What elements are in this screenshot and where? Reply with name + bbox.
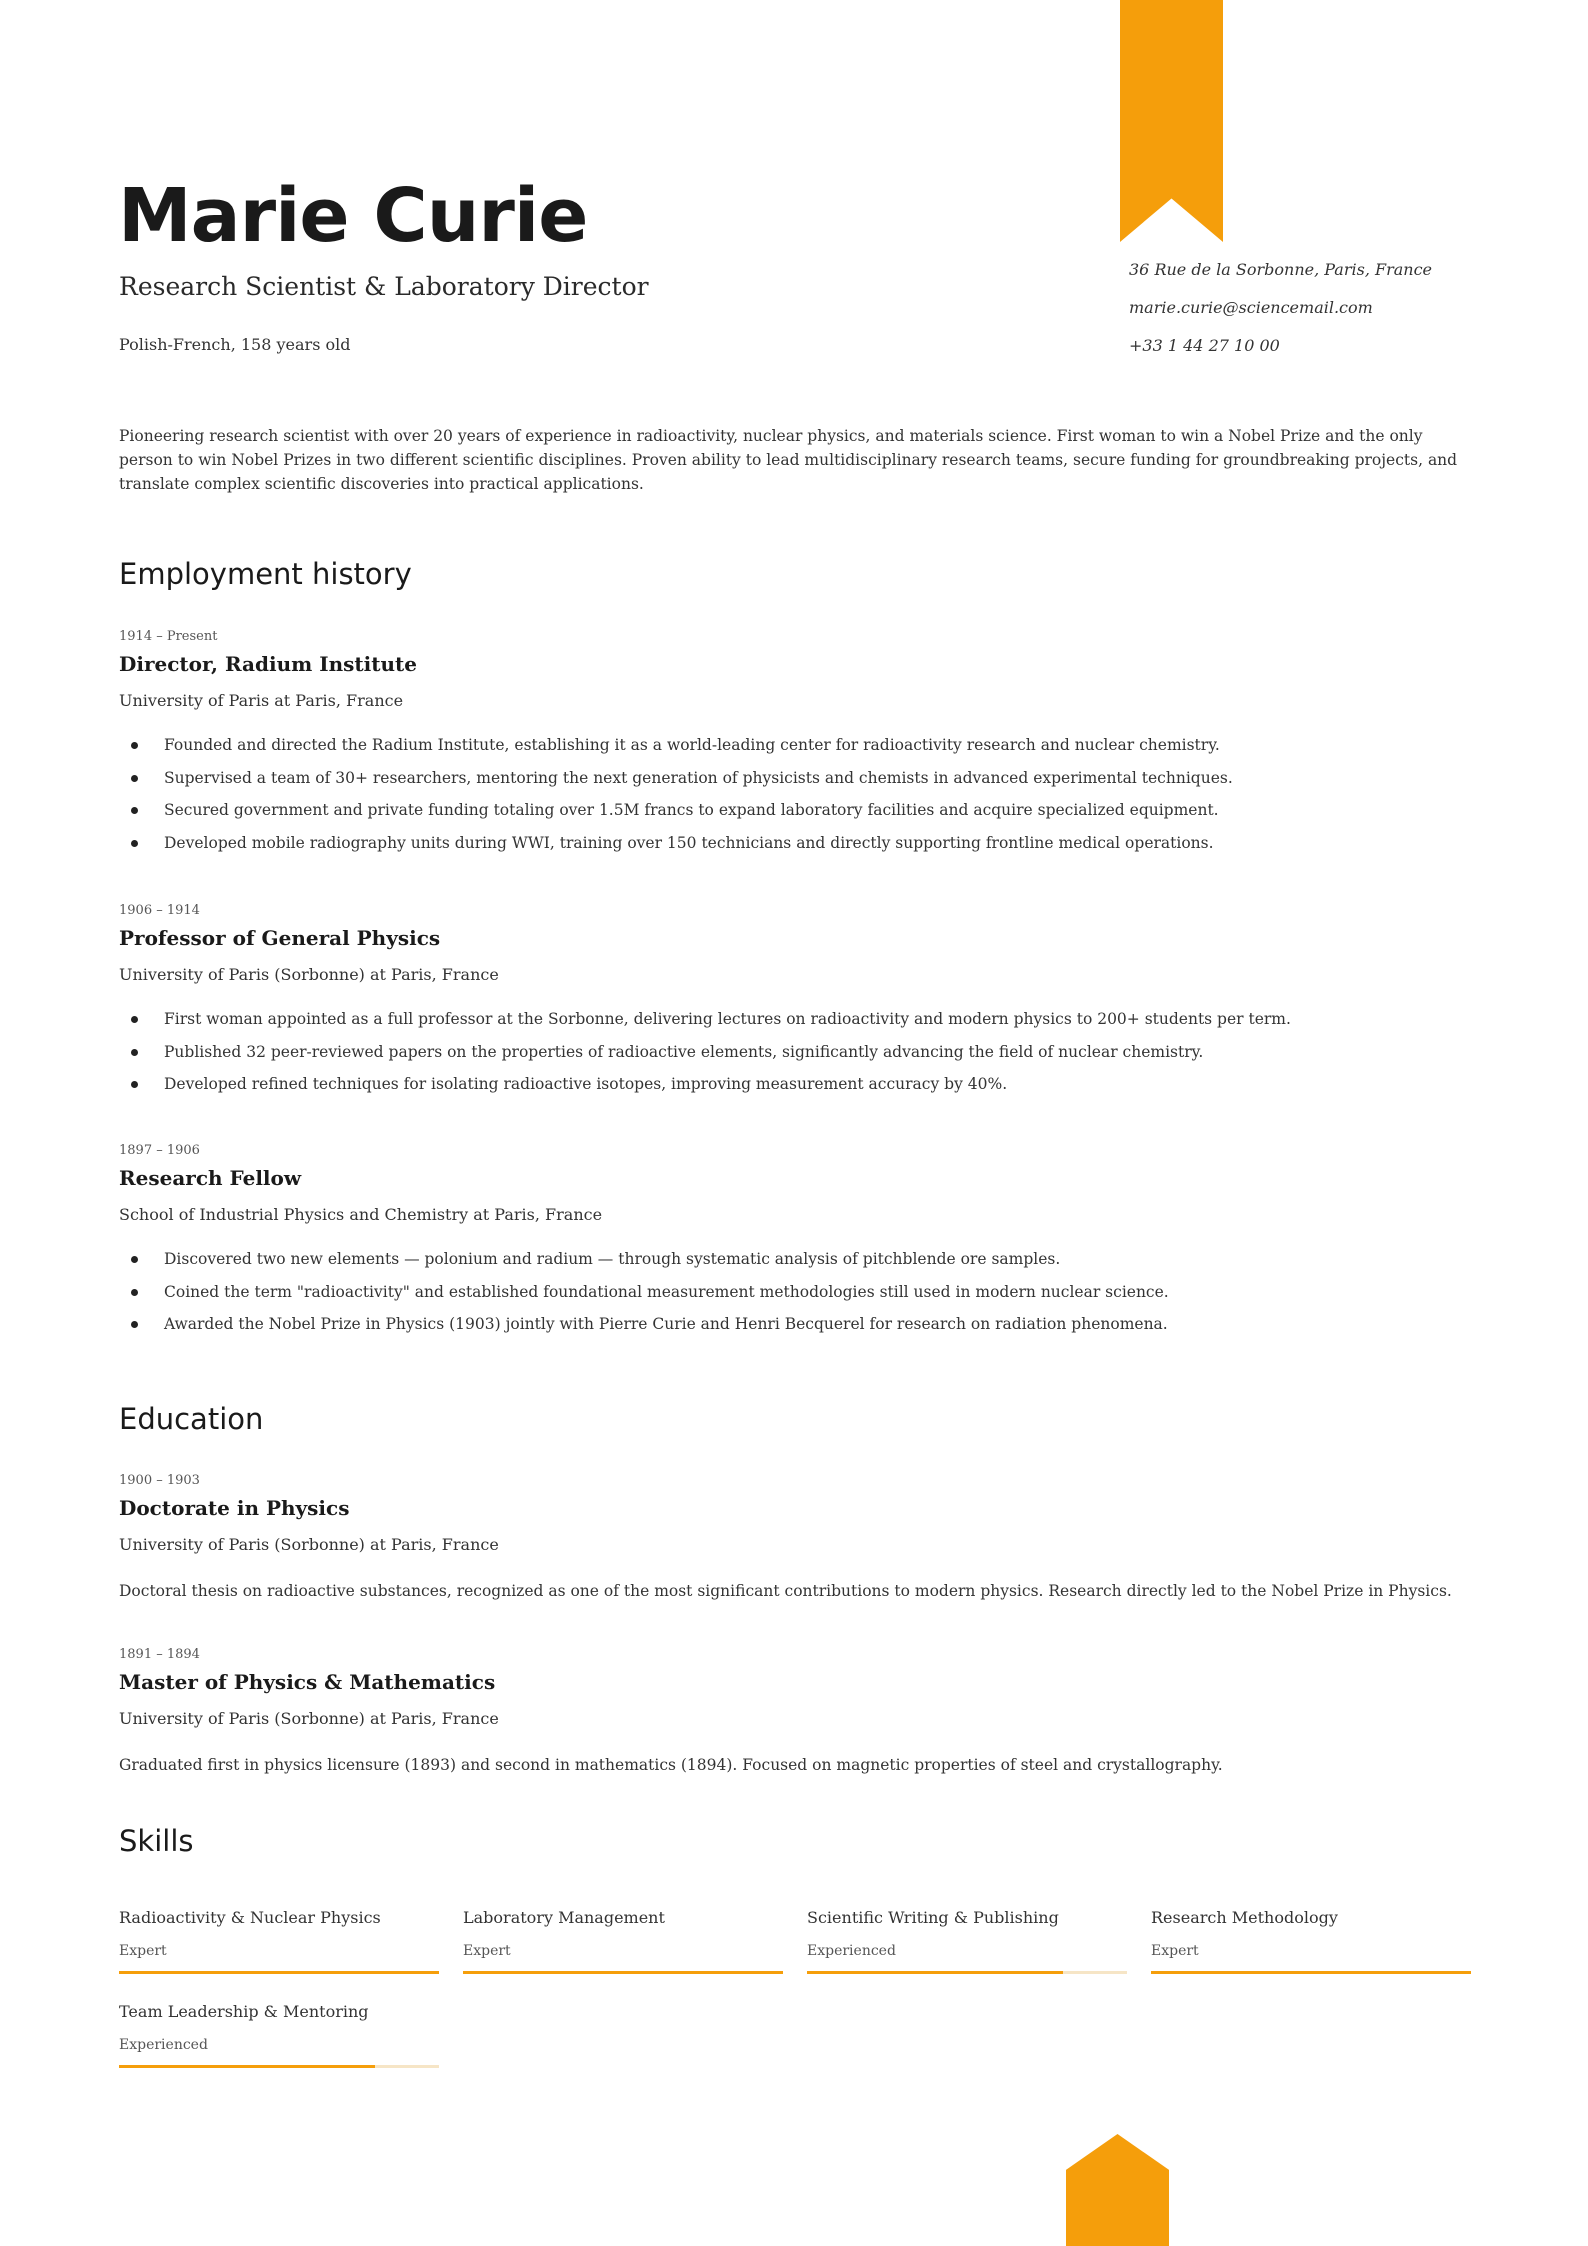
- skill-progress-fill: [119, 1971, 439, 1974]
- bookmark-ribbon-decoration: [1120, 0, 1223, 242]
- skill-progress-fill: [463, 1971, 783, 1974]
- skill-level: Expert: [1151, 1943, 1199, 1959]
- skill-name: Research Methodology: [1151, 1908, 1338, 1927]
- entry-achievements: [119, 1007, 1499, 1105]
- skill-level: Expert: [463, 1943, 511, 1959]
- skill-progress-fill: [807, 1971, 1063, 1974]
- skill-name: Team Leadership & Mentoring: [119, 2002, 369, 2021]
- skill-progress-bar: [119, 1971, 439, 1974]
- job-title: Research Scientist & Laboratory Director: [119, 272, 649, 301]
- entry-date: 1914 – Present: [119, 629, 218, 644]
- entry-organization: University of Paris (Sorbonne) at Paris, France: [119, 1535, 499, 1554]
- entry-organization: University of Paris (Sorbonne) at Paris, France: [119, 1709, 499, 1728]
- achievement-item: Awarded the Nobel Prize in Physics (1903) jointly with Pierre Curie and Henri Becquerel for research on radiation phenomena.: [119, 1312, 1499, 1345]
- skill-item: [463, 1906, 783, 1974]
- entry-organization: School of Industrial Physics and Chemistry at Paris, France: [119, 1205, 603, 1224]
- achievement-item: Developed refined techniques for isolating radioactive isotopes, improving measurement accuracy by 40%.: [119, 1072, 1499, 1105]
- achievement-item: Supervised a team of 30+ researchers, mentoring the next generation of physicists and chemists in advanced experimental techniques.: [119, 766, 1499, 799]
- entry-date: 1900 – 1903: [119, 1473, 200, 1488]
- education-heading: Education: [119, 1402, 264, 1436]
- achievement-item: First woman appointed as a full professor at the Sorbonne, delivering lectures on radioactivity and modern physics to 200+ students per term.: [119, 1007, 1499, 1040]
- employment-entry: [119, 1141, 1499, 1345]
- entry-title: Director, Radium Institute: [119, 652, 417, 676]
- entry-achievements: [119, 1247, 1499, 1345]
- skill-progress-bar: [463, 1971, 783, 1974]
- skill-item: [119, 2000, 439, 2068]
- entry-title: Research Fellow: [119, 1166, 302, 1190]
- skills-heading: Skills: [119, 1824, 194, 1858]
- skill-name: Scientific Writing & Publishing: [807, 1908, 1059, 1927]
- skill-item: [119, 1906, 439, 1974]
- entry-date: 1891 – 1894: [119, 1647, 200, 1662]
- candidate-name: Marie Curie: [118, 173, 588, 259]
- employment-entry: [119, 901, 1499, 1105]
- skill-progress-bar: [807, 1971, 1127, 1974]
- education-entry: [119, 1645, 1499, 1777]
- skill-level: Experienced: [807, 1943, 896, 1959]
- achievement-item: Secured government and private funding totaling over 1.5M francs to expand laboratory facilities and acquire specialized equipment.: [119, 798, 1499, 831]
- achievement-item: Published 32 peer-reviewed papers on the properties of radioactive elements, significantly advancing the field of nuclear chemistry.: [119, 1040, 1499, 1073]
- contact-address: 36 Rue de la Sorbonne, Paris, France: [1129, 260, 1433, 279]
- nationality-age: Polish-French, 158 years old: [119, 335, 351, 354]
- skill-progress-fill: [1151, 1971, 1471, 1974]
- employment-entry: [119, 627, 1499, 863]
- entry-organization: University of Paris at Paris, France: [119, 691, 404, 710]
- achievement-item: Discovered two new elements — polonium and radium — through systematic analysis of pitchblende ore samples.: [119, 1247, 1499, 1280]
- entry-title: Master of Physics & Mathematics: [119, 1670, 496, 1694]
- skill-level: Experienced: [119, 2037, 208, 2053]
- achievement-item: Developed mobile radiography units during WWI, training over 150 technicians and directly supporting frontline medical operations.: [119, 831, 1499, 864]
- education-entry: [119, 1471, 1499, 1603]
- contact-phone[interactable]: +33 1 44 27 10 00: [1129, 336, 1280, 355]
- entry-date: 1906 – 1914: [119, 903, 200, 918]
- entry-description: Doctoral thesis on radioactive substances, recognized as one of the most significant contributions to modern physics. Research directly led to the Nobel Prize in Physics.: [119, 1582, 1452, 1600]
- skill-name: Laboratory Management: [463, 1908, 665, 1927]
- entry-title: Professor of General Physics: [119, 926, 441, 950]
- skill-name: Radioactivity & Nuclear Physics: [119, 1908, 381, 1927]
- entry-organization: University of Paris (Sorbonne) at Paris, France: [119, 965, 499, 984]
- skill-level: Expert: [119, 1943, 167, 1959]
- achievement-item: Coined the term "radioactivity" and established foundational measurement methodologies still used in modern nuclear science.: [119, 1280, 1499, 1313]
- house-shape-decoration: [1066, 2134, 1169, 2246]
- entry-date: 1897 – 1906: [119, 1143, 200, 1158]
- skill-progress-bar: [119, 2065, 439, 2068]
- entry-title: Doctorate in Physics: [119, 1496, 350, 1520]
- entry-description: Graduated first in physics licensure (1893) and second in mathematics (1894). Focused on magnetic properties of steel and crystallography.: [119, 1756, 1223, 1774]
- contact-email[interactable]: marie.curie@sciencemail.com: [1129, 298, 1373, 317]
- entry-achievements: [119, 733, 1499, 863]
- profile-summary: Pioneering research scientist with over 20 years of experience in radioactivity, nuclear physics, and materials science. First woman to win a Nobel Prize and the only person to win Nobel Prizes in two different scientific disciplines. Proven ability to lead multidisciplinary research teams, secure funding for groundbreaking projects, and translate complex scientific discoveries into practical applications.: [119, 427, 1458, 493]
- achievement-item: Founded and directed the Radium Institute, establishing it as a world-leading center for radioactivity research and nuclear chemistry.: [119, 733, 1499, 766]
- skill-item: [807, 1906, 1127, 1974]
- skill-progress-fill: [119, 2065, 375, 2068]
- employment-heading: Employment history: [119, 557, 412, 591]
- skill-progress-bar: [1151, 1971, 1471, 1974]
- contact-info: [1129, 258, 1549, 372]
- skill-item: [1151, 1906, 1471, 1974]
